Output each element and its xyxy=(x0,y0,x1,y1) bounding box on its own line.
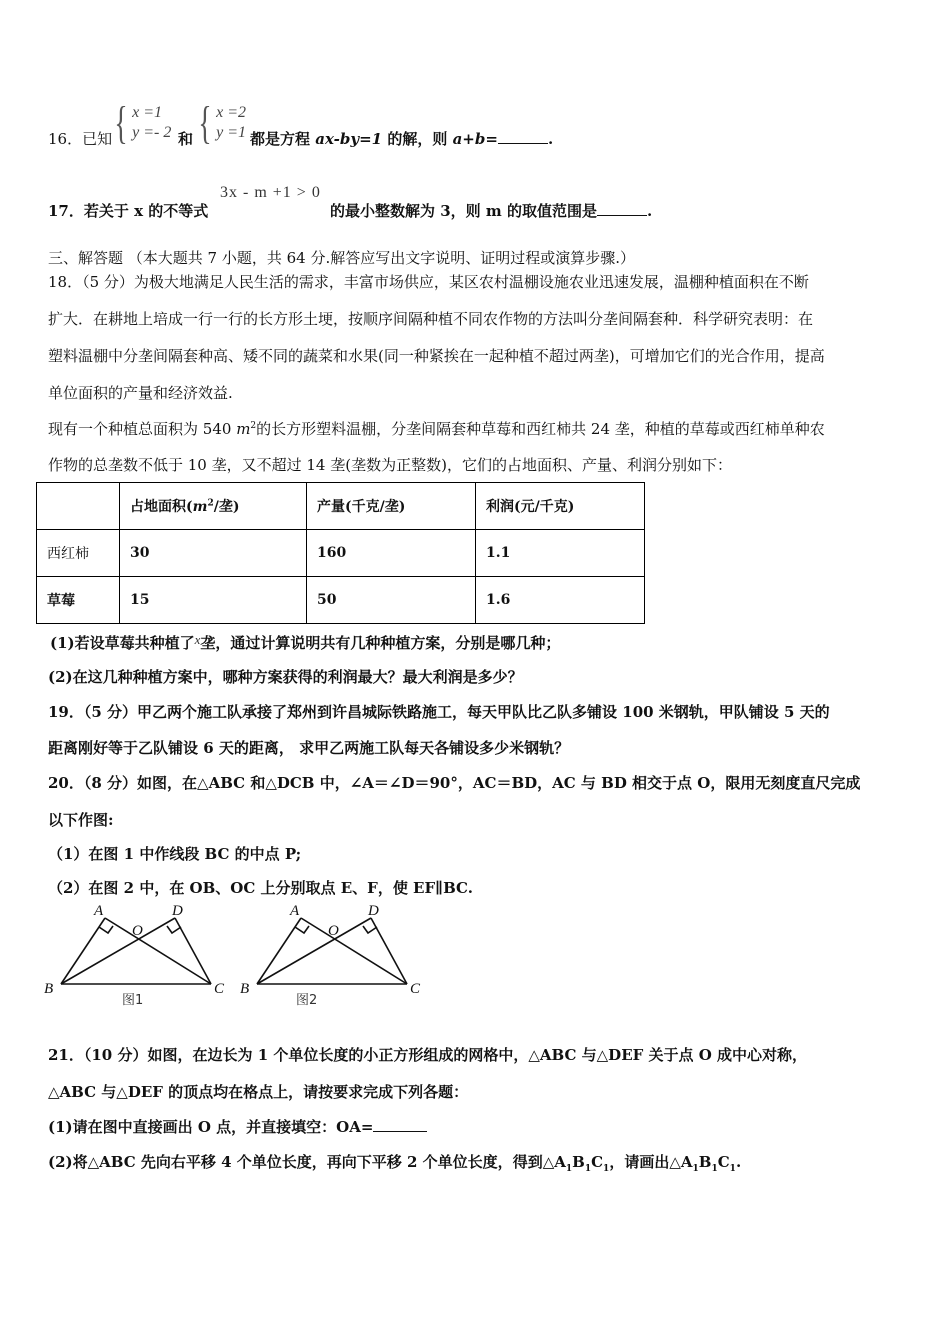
table-row xyxy=(37,530,645,577)
system2-row1: x =2 xyxy=(216,104,246,121)
q20-para-1: 20．（8 分）如图，在△ABC 和△DCB 中，∠A＝∠D＝90°，AC＝BD，AC 与 BD 相交于点 O，限用无刻度直尺完成 xyxy=(48,774,861,792)
q18-para-3: 塑料温棚中分垄间隔套种高、矮不同的蔬菜和水果(同一种紧挨在一起种植不超过两垄)，可增加它们的光合作用，提高 xyxy=(48,347,825,365)
label-O: O xyxy=(132,923,143,939)
equation-system-2 xyxy=(194,97,246,148)
row-area: 15 xyxy=(120,577,307,624)
q20-sub-2: （2）在图 2 中，在 OB、OC 上分别取点 E、F，使 EF∥BC. xyxy=(48,879,473,897)
label-O: O xyxy=(328,923,339,939)
label-C: C xyxy=(214,981,225,997)
q17-text-a: 17．若关于 x 的不等式 xyxy=(48,202,209,220)
answer-blank xyxy=(498,129,548,144)
table-corner-cell xyxy=(37,483,120,530)
system2-row2: y =1 xyxy=(216,124,246,141)
q18-sub-2: (2)在这几种种植方案中，哪种方案获得的利润最大？最大利润是多少？ xyxy=(48,668,523,686)
q21-sub-2: (2)将△ABC 先向右平移 4 个单位长度，再向下平移 2 个单位长度，得到$\triangle A_1B_1C_1$，请画出$\triangle A_1B_1C_1$. xyxy=(48,1153,742,1174)
q18-para-2: 扩大．在耕地上培成一行一行的长方形土埂，按顺序间隔种植不同农作物的方法叫分垄间隔套种．科学研究表明：在 xyxy=(48,310,814,328)
q19-para-1: 19．（5 分）甲乙两个施工队承接了郑州到许昌城际铁路施工，每天甲队比乙队多铺设 100 米钢轨，甲队铺设 5 天的 xyxy=(48,703,830,721)
q17-inequality: 3x - m +1 > 0 xyxy=(220,184,321,201)
label-A: A xyxy=(94,903,104,919)
answer-blank xyxy=(373,1117,427,1132)
row-name: 西红柿 xyxy=(37,530,120,577)
q21-para-1: 21．（10 分）如图，在边长为 1 个单位长度的小正方形组成的网格中，△ABC 与△DEF 关于点 O 成中心对称， xyxy=(48,1046,808,1064)
q21-para-2: △ABC 与△DEF 的顶点均在格点上，请按要求完成下列各题： xyxy=(48,1083,469,1101)
label-B: B xyxy=(44,981,54,997)
answer-blank xyxy=(597,201,647,216)
row-yield: 160 xyxy=(307,530,476,577)
row-profit: 1.6 xyxy=(476,577,645,624)
brace-icon: { xyxy=(198,97,212,148)
label-A: A xyxy=(290,903,300,919)
row-yield: 50 xyxy=(307,577,476,624)
header-profit: 利润(元/千克) xyxy=(476,483,645,530)
q19-para-2: 距离刚好等于乙队铺设 6 天的距离， 求甲乙两施工队每天各铺设多少米钢轨？ xyxy=(48,739,570,757)
q20-para-2: 以下作图: xyxy=(48,811,114,829)
figure-1 xyxy=(40,898,235,1010)
system1-row1: x =1 xyxy=(132,104,162,121)
figure-2 xyxy=(236,898,431,1010)
section-3-header: 三、解答题 （本大题共 7 小题，共 64 分.解答应写出文字说明、证明过程或演算步骤.） xyxy=(48,249,636,267)
label-D: D xyxy=(172,903,183,919)
q16-tail: 都是方程 ax-by=1 的解，则 a+b= . xyxy=(250,130,554,148)
row-area: 30 xyxy=(120,530,307,577)
figure-1-caption: 图1 xyxy=(122,993,144,1008)
equation-system-1 xyxy=(110,97,172,148)
q18-sub-1: (1)若设草莓共种植了x垄，通过计算说明共有几种种植方案，分别是哪几种； xyxy=(50,632,561,652)
table-row xyxy=(37,577,645,624)
q18-para-4: 单位面积的产量和经济效益. xyxy=(48,384,233,402)
label-B: B xyxy=(240,981,250,997)
q18-para-1: 18．（5 分）为极大地满足人民生活的需求，丰富市场供应，某区农村温棚设施农业迅速发展，温棚种植面积在不断 xyxy=(48,273,809,291)
q16-conjunction: 和 xyxy=(178,130,194,148)
row-profit: 1.1 xyxy=(476,530,645,577)
q21-sub-1: (1)请在图中直接画出 O 点，并直接填空：OA= xyxy=(48,1116,427,1137)
header-yield: 产量(千克/垄) xyxy=(307,483,476,530)
q17-text-b: 的最小整数解为 3，则 m 的取值范围是 . xyxy=(330,202,653,220)
crop-data-table xyxy=(36,482,645,624)
q18-para-5: 现有一个种植总面积为 540 $m^2$的长方形塑料温棚，分垄间隔套种草莓和西红柿共 24 垄，种植的草莓或西红柿单种农 xyxy=(48,420,825,438)
brace-icon: { xyxy=(114,97,128,148)
row-name: 草莓 xyxy=(37,577,120,624)
system1-row2: y =- 2 xyxy=(132,124,172,141)
q20-sub-1: （1）在图 1 中作线段 BC 的中点 P; xyxy=(48,845,302,863)
figure-2-caption: 图2 xyxy=(296,993,318,1008)
q18-para-6: 作物的总垄数不低于 10 垄，又不超过 14 垄(垄数为正整数)，它们的占地面积、产量、利润分别如下： xyxy=(48,456,732,474)
label-D: D xyxy=(368,903,379,919)
header-area: 占地面积($m^2/$垄) xyxy=(120,483,307,530)
q16-number: 16．已知 xyxy=(48,130,113,148)
table-header-row xyxy=(37,483,645,530)
label-C: C xyxy=(410,981,421,997)
